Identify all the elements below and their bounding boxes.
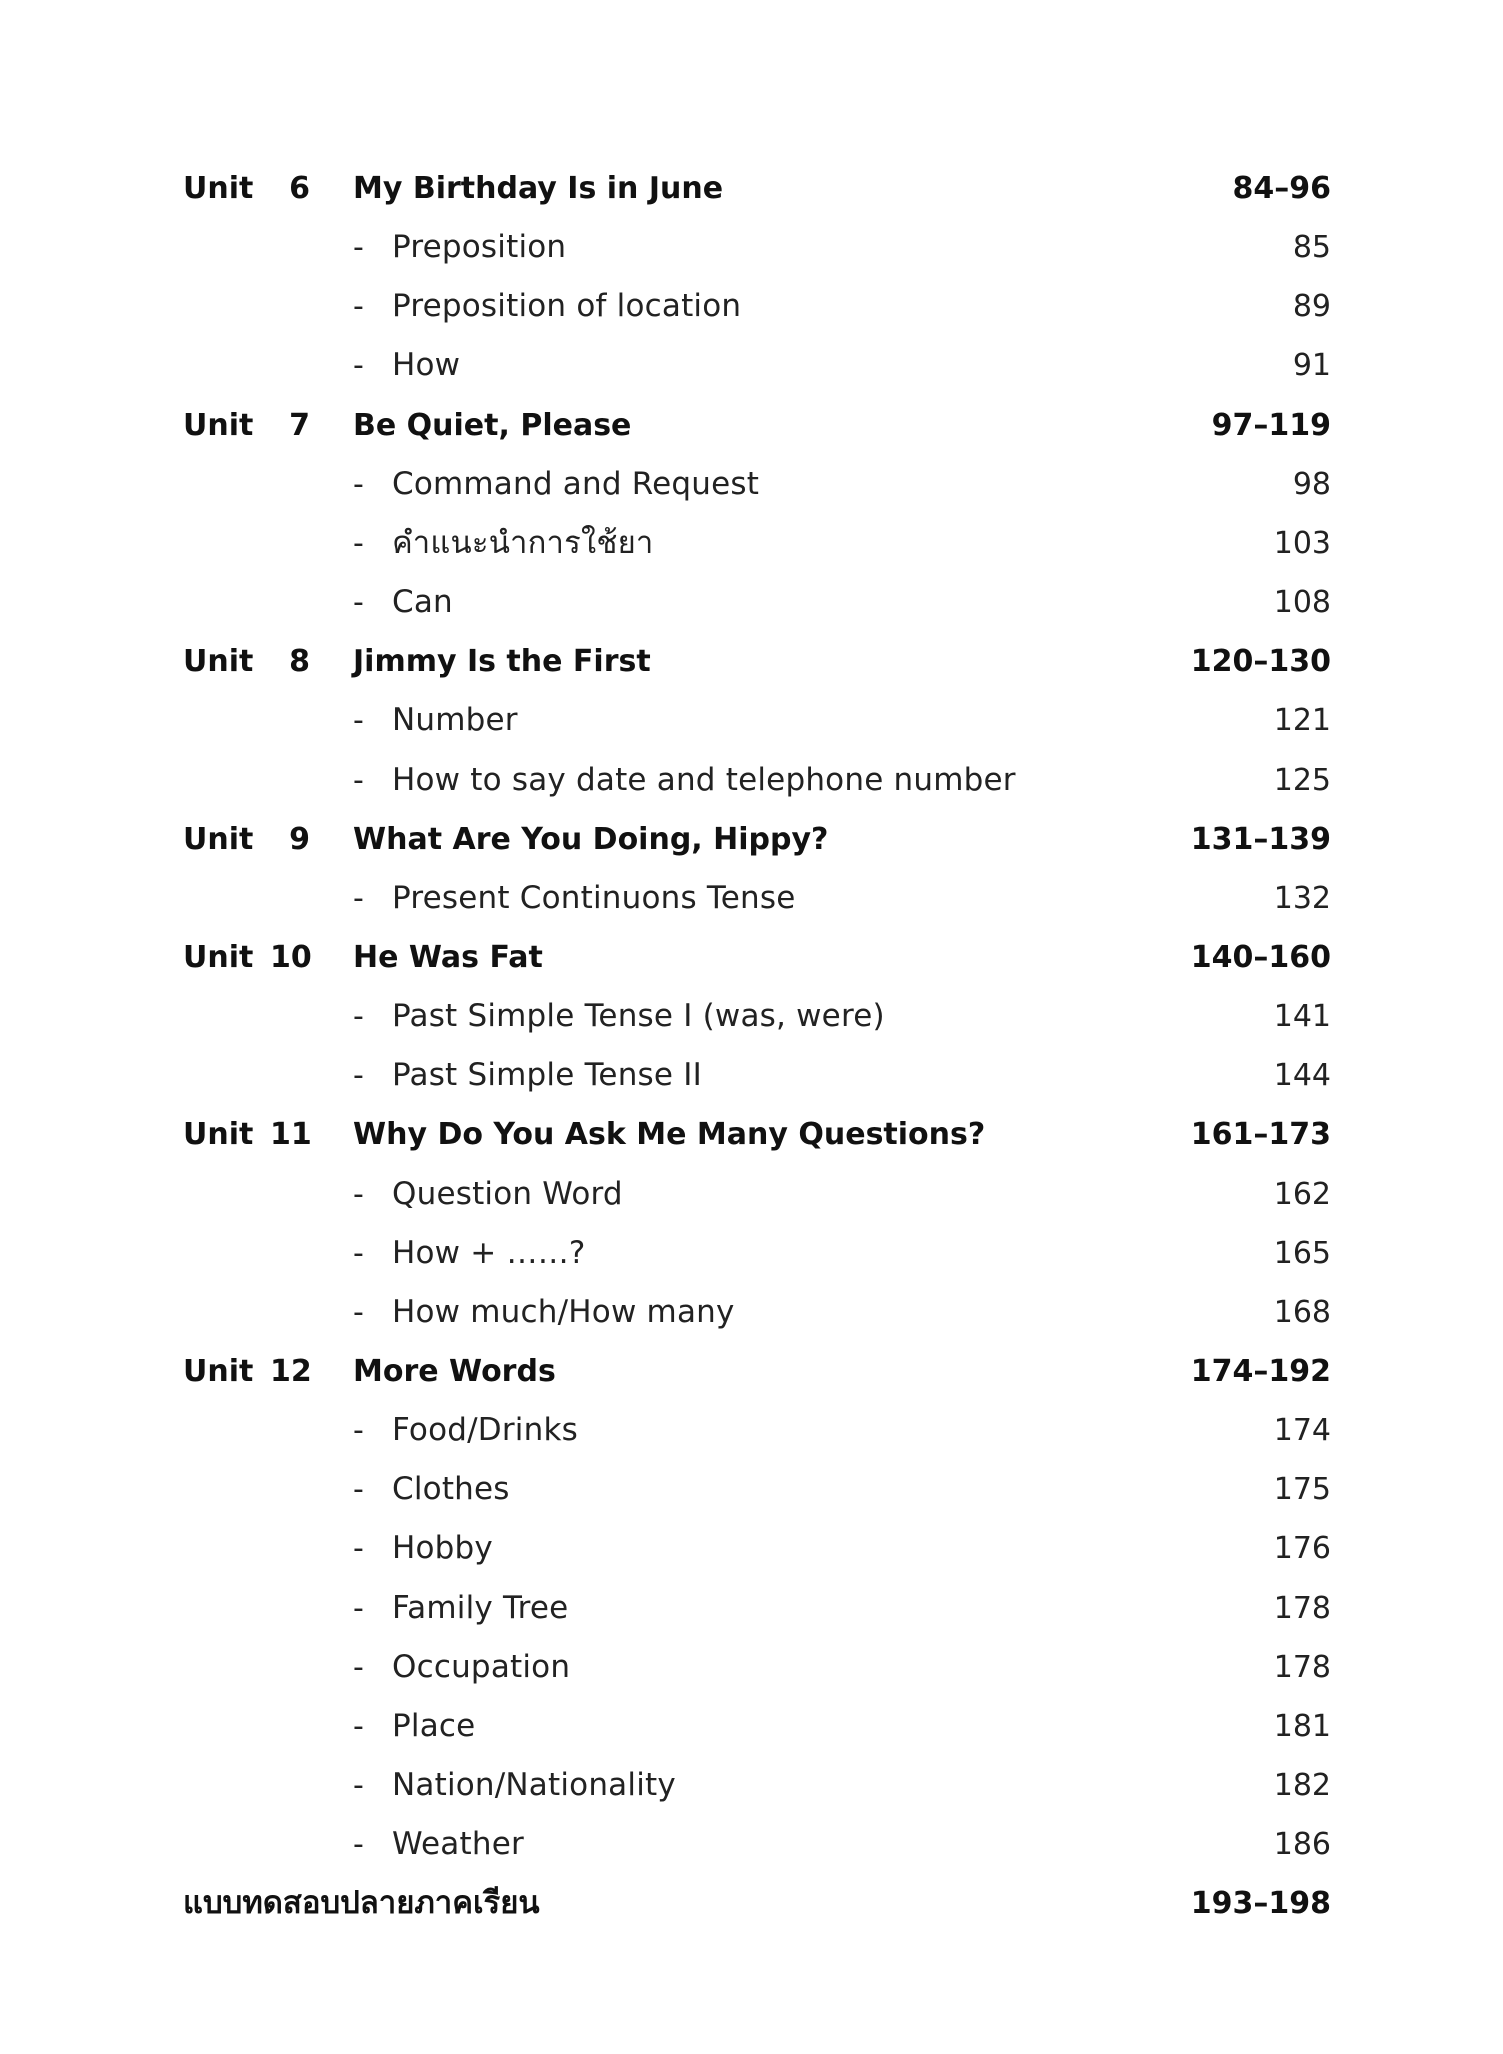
topic-bullet-dash: - — [353, 1413, 364, 1449]
topic-bullet-dash: - — [353, 289, 364, 325]
topic-bullet-dash: - — [353, 1235, 364, 1271]
topic-bullet-dash: - — [353, 585, 364, 621]
topic-title: Number — [392, 702, 518, 739]
final-exam-title: แบบทดสอบปลายภาคเรียน — [183, 1885, 540, 1922]
topic-bullet-dash: - — [353, 1294, 364, 1330]
topic-row[interactable] — [0, 336, 1503, 395]
unit-label: Unit — [183, 939, 254, 975]
topic-title: Command and Request — [392, 465, 760, 502]
topic-page: 125 — [1273, 762, 1331, 798]
topic-title: Hobby — [392, 1530, 493, 1567]
topic-title: Preposition of location — [392, 288, 742, 325]
unit-title: More Words — [353, 1354, 556, 1389]
topic-page: 121 — [1273, 703, 1331, 739]
topic-bullet-dash: - — [353, 1768, 364, 1804]
topic-row[interactable] — [0, 987, 1503, 1046]
unit-page-range: 140–160 — [1190, 939, 1331, 975]
topic-page: 132 — [1273, 880, 1331, 916]
topic-page: 178 — [1273, 1649, 1331, 1685]
unit-heading-row[interactable] — [0, 396, 1503, 455]
topic-bullet-dash: - — [353, 1827, 364, 1863]
topic-row[interactable] — [0, 691, 1503, 750]
topic-row[interactable] — [0, 277, 1503, 336]
unit-page-range: 84–96 — [1232, 171, 1331, 206]
topic-page: 103 — [1273, 525, 1331, 561]
topic-title: คำแนะนำการใช้ยา — [392, 524, 654, 561]
unit-number: 10 — [270, 939, 312, 975]
topic-row[interactable] — [0, 1519, 1503, 1578]
unit-title: Jimmy Is the First — [353, 644, 651, 680]
topic-title: How — [392, 347, 461, 384]
topic-page: 178 — [1273, 1590, 1331, 1626]
unit-number: 9 — [289, 821, 310, 857]
final-exam-page-range: 193–198 — [1190, 1886, 1331, 1922]
unit-number: 8 — [289, 644, 310, 680]
topic-bullet-dash: - — [353, 1531, 364, 1567]
unit-label: Unit — [183, 1354, 254, 1389]
topic-page: 174 — [1273, 1413, 1331, 1449]
unit-heading-row[interactable] — [0, 1105, 1503, 1164]
topic-title: Nation/Nationality — [392, 1767, 676, 1804]
unit-number: 12 — [270, 1354, 312, 1389]
unit-label: Unit — [183, 644, 254, 680]
topic-row[interactable] — [0, 1697, 1503, 1756]
topic-page: 175 — [1273, 1472, 1331, 1508]
topic-bullet-dash: - — [353, 703, 364, 739]
topic-title: Family Tree — [392, 1589, 569, 1626]
topic-page: 165 — [1273, 1235, 1331, 1271]
topic-bullet-dash: - — [353, 348, 364, 384]
topic-page: 108 — [1273, 585, 1331, 621]
topic-title: How much/How many — [392, 1293, 735, 1330]
topic-row[interactable] — [0, 1756, 1503, 1815]
topic-bullet-dash: - — [353, 1472, 364, 1508]
unit-page-range: 161–173 — [1190, 1117, 1331, 1153]
topic-title: How to say date and telephone number — [392, 761, 1016, 798]
unit-label: Unit — [183, 1117, 254, 1153]
unit-label: Unit — [183, 407, 254, 443]
unit-title: What Are You Doing, Hippy? — [353, 821, 829, 857]
unit-label: Unit — [183, 821, 254, 857]
topic-title: Preposition — [392, 229, 567, 266]
topic-page: 162 — [1273, 1176, 1331, 1212]
topic-title: Present Continuons Tense — [392, 879, 796, 916]
topic-row[interactable] — [0, 1460, 1503, 1519]
topic-title: Food/Drinks — [392, 1412, 578, 1449]
topic-bullet-dash: - — [353, 880, 364, 916]
unit-heading-row[interactable] — [0, 810, 1503, 869]
topic-row[interactable] — [0, 1046, 1503, 1105]
topic-page: 182 — [1273, 1768, 1331, 1804]
topic-title: Weather — [392, 1826, 524, 1863]
topic-bullet-dash: - — [353, 466, 364, 502]
unit-heading-row[interactable] — [0, 159, 1503, 218]
unit-number: 6 — [289, 171, 310, 206]
topic-title: Place — [392, 1707, 476, 1744]
topic-page: 186 — [1273, 1827, 1331, 1863]
topic-page: 141 — [1273, 999, 1331, 1035]
topic-page: 181 — [1273, 1708, 1331, 1744]
topic-row[interactable] — [0, 751, 1503, 810]
topic-page: 89 — [1292, 289, 1331, 325]
final-exam-row[interactable] — [0, 1874, 1503, 1933]
topic-row[interactable] — [0, 1579, 1503, 1638]
unit-number: 7 — [289, 407, 310, 443]
topic-page: 176 — [1273, 1531, 1331, 1567]
topic-row[interactable] — [0, 1224, 1503, 1283]
topic-row[interactable] — [0, 218, 1503, 277]
topic-title: Question Word — [392, 1175, 623, 1212]
unit-page-range: 120–130 — [1190, 644, 1331, 680]
topic-row[interactable] — [0, 573, 1503, 632]
topic-row[interactable] — [0, 514, 1503, 573]
topic-bullet-dash: - — [353, 1708, 364, 1744]
topic-bullet-dash: - — [353, 1649, 364, 1685]
topic-row[interactable] — [0, 1638, 1503, 1697]
topic-page: 168 — [1273, 1294, 1331, 1330]
topic-row[interactable] — [0, 1815, 1503, 1874]
topic-page: 85 — [1292, 230, 1331, 266]
unit-heading-row[interactable] — [0, 928, 1503, 987]
unit-page-range: 174–192 — [1190, 1354, 1331, 1389]
unit-title: Be Quiet, Please — [353, 407, 632, 443]
topic-row[interactable] — [0, 1401, 1503, 1460]
topic-bullet-dash: - — [353, 762, 364, 798]
unit-page-range: 131–139 — [1190, 821, 1331, 857]
topic-bullet-dash: - — [353, 525, 364, 561]
topic-row[interactable] — [0, 869, 1503, 928]
topic-title: Past Simple Tense I (was, were) — [392, 998, 885, 1035]
topic-bullet-dash: - — [353, 1058, 364, 1094]
unit-title: He Was Fat — [353, 939, 543, 975]
unit-title: Why Do You Ask Me Many Questions? — [353, 1117, 986, 1153]
topic-bullet-dash: - — [353, 1590, 364, 1626]
topic-row[interactable] — [0, 1165, 1503, 1224]
topic-bullet-dash: - — [353, 230, 364, 266]
topic-page: 144 — [1273, 1058, 1331, 1094]
unit-title: My Birthday Is in June — [353, 171, 724, 206]
topic-page: 91 — [1292, 348, 1331, 384]
unit-heading-row[interactable] — [0, 1342, 1503, 1401]
unit-label: Unit — [183, 171, 254, 206]
unit-number: 11 — [270, 1117, 312, 1153]
topic-title: Past Simple Tense II — [392, 1057, 702, 1094]
topic-title: Can — [392, 584, 453, 621]
topic-title: How + ……? — [392, 1234, 586, 1271]
topic-bullet-dash: - — [353, 1176, 364, 1212]
unit-heading-row[interactable] — [0, 632, 1503, 691]
topic-title: Occupation — [392, 1648, 571, 1685]
topic-row[interactable] — [0, 455, 1503, 514]
topic-bullet-dash: - — [353, 999, 364, 1035]
unit-page-range: 97–119 — [1211, 407, 1331, 443]
topic-row[interactable] — [0, 1283, 1503, 1342]
topic-page: 98 — [1292, 466, 1331, 502]
topic-title: Clothes — [392, 1471, 510, 1508]
